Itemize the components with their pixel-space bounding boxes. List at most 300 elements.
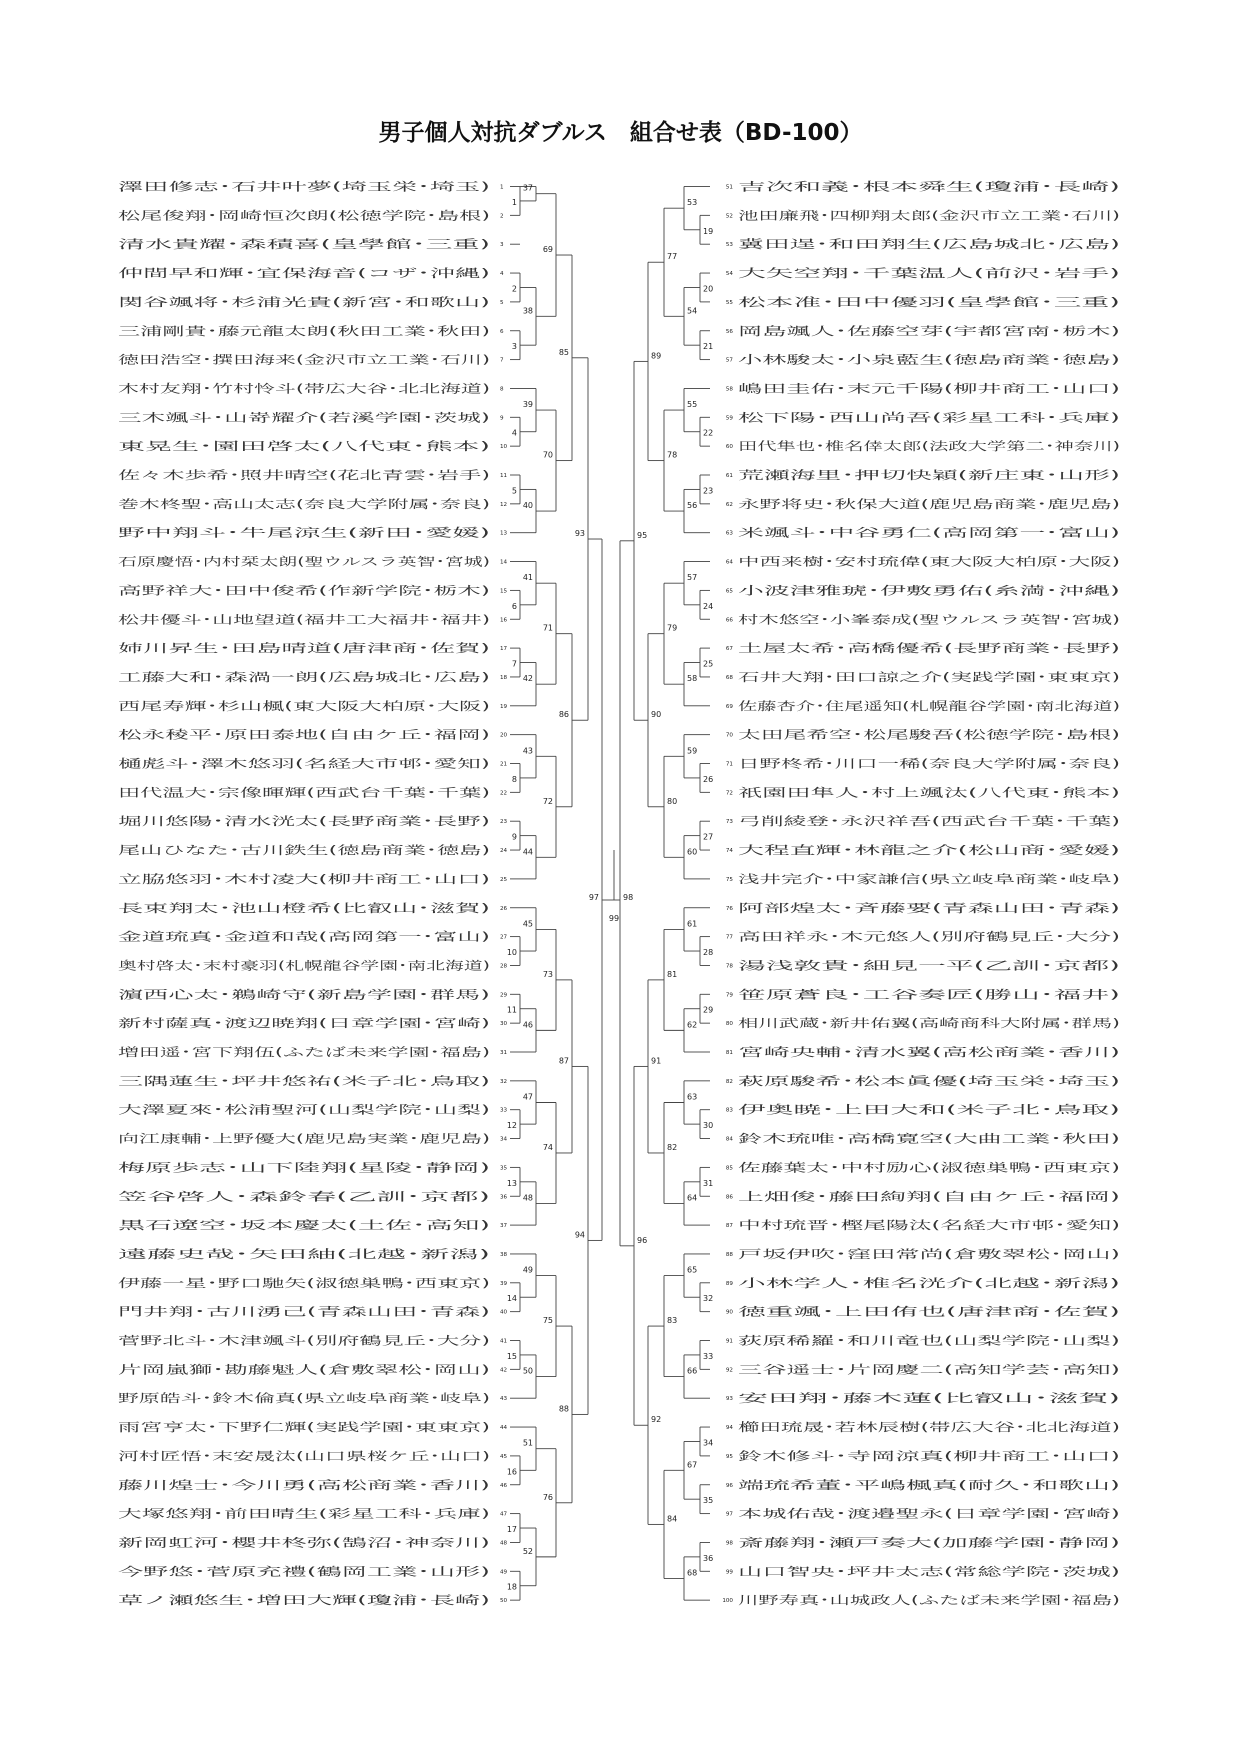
entry-number: 44 [500, 1425, 508, 1432]
entry-name: 日野柊希･川口一稀(奈良大学附属･奈良) [738, 757, 937, 771]
entry-name: 片岡嵐獅･勘藤魁人(倉敷翠松･岡山) [118, 1363, 295, 1377]
entry-name: 三隅蓮生･坪井悠祐(米子北･鳥取) [118, 1074, 284, 1088]
entry-number: 95 [725, 1453, 733, 1460]
match-number: 26 [703, 774, 714, 784]
match-number: 9 [511, 832, 517, 842]
match-number: 35 [703, 1496, 714, 1506]
match-number: 96 [637, 1235, 648, 1245]
match-number: 54 [687, 306, 698, 316]
match-number: 95 [637, 530, 648, 540]
entry-name: 尾山ひなた･古川鉄生(徳島商業･徳島) [118, 844, 306, 858]
entry-name: 雨宮亨太･下野仁輝(実践学園･東東京) [118, 1421, 306, 1435]
entry-name: 本城佑哉･渡邉聖永(日章学園･宮崎) [738, 1507, 915, 1521]
match-number: 34 [703, 1438, 714, 1448]
entry-name: 姉川昇生･田島晴道(唐津商･佐賀) [118, 642, 284, 656]
entry-name: 中西来樹･安村琉偉(東大阪大柏原･大阪) [738, 555, 937, 569]
match-number: 88 [558, 1404, 569, 1414]
match-number: 13 [506, 1178, 517, 1188]
entry-number: 58 [725, 386, 733, 393]
entry-name: 立脇悠羽･木村凌大(柳井商工･山口) [118, 872, 295, 886]
entry-number: 47 [500, 1511, 508, 1518]
entry-number: 69 [725, 703, 733, 710]
entry-name: 仲間早和輝･宜保海音(コザ･沖縄) [118, 267, 284, 281]
match-number: 10 [506, 948, 517, 958]
entry-name: 野原皓斗･鈴木倫真(県立岐阜商業･岐阜) [118, 1392, 317, 1406]
entry-number: 37 [500, 1223, 508, 1230]
entry-number: 74 [725, 848, 733, 855]
entry-number: 71 [725, 761, 733, 768]
entry-name: 巻木柊聖･高山太志(奈良大学附属･奈良) [118, 497, 317, 511]
entry-name: 笹原蒼良･工谷奏匠(勝山･福井) [738, 988, 893, 1002]
match-number: 53 [687, 198, 698, 208]
match-number: 89 [651, 351, 662, 361]
entry-name: 遠藤史哉･矢田紬(北越･新潟) [118, 1247, 261, 1261]
entry-name: 荻原稀羅･和川竜也(山梨学院･山梨) [738, 1334, 915, 1348]
entry-number: 41 [500, 1338, 508, 1345]
entry-number: 61 [725, 473, 733, 479]
entry-name: 徳重颯･上田侑也(唐津商･佐賀) [738, 1305, 893, 1319]
match-number: 98 [623, 893, 634, 902]
entry-number: 96 [725, 1482, 733, 1489]
entry-number: 11 [500, 473, 508, 479]
match-number: 63 [687, 1092, 698, 1102]
entry-name: 弓削綾登･永沢祥吾(西武台千葉･千葉) [738, 815, 926, 829]
entry-number: 59 [725, 415, 733, 422]
match-number: 58 [687, 674, 698, 684]
entry-number: 18 [500, 674, 508, 681]
match-number: 32 [703, 1294, 714, 1304]
entry-name: 石井大翔･田口諒之介(実践学園･東東京) [738, 670, 937, 684]
match-number: 66 [687, 1366, 698, 1376]
entry-number: 36 [500, 1194, 508, 1201]
match-number: 46 [522, 1020, 533, 1030]
entry-name: 鈴木琉唯･高橋寛空(大曲工業･秋田) [738, 1132, 915, 1146]
entry-number: 55 [725, 299, 733, 306]
entry-number: 67 [725, 646, 733, 653]
entry-number: 72 [725, 790, 733, 797]
entry-name: 小波津雅琥･伊敷勇佑(糸満･沖縄) [738, 584, 904, 598]
entry-number: 81 [725, 1050, 733, 1056]
match-number: 8 [511, 774, 517, 784]
entry-name: 相川武蔵･新井佑翼(高崎商科大附属･群馬) [738, 1017, 949, 1031]
match-number: 4 [511, 428, 517, 438]
entry-number: 53 [725, 242, 733, 249]
entry-name: 土屋太希･高橋優希(長野商業･長野) [738, 642, 915, 656]
entry-name: 木村友翔･竹村怜斗(帯広大谷･北北海道) [118, 382, 317, 396]
entry-name: 田代隼也･椎名倖太郎(法政大学第二･神奈川) [738, 440, 960, 454]
entry-name: 三谷遥士･片岡慶二(高知学芸･高知) [738, 1363, 915, 1377]
match-number: 45 [522, 919, 533, 929]
entry-name: 三浦剛貴･藤元龍太朗(秋田工業･秋田) [118, 324, 306, 338]
match-number: 78 [667, 450, 678, 460]
match-number: 68 [687, 1568, 698, 1578]
entry-number: 5 [500, 299, 504, 306]
entry-number: 57 [725, 357, 733, 364]
page-title: 男子個人対抗ダブルス 組合せ表（BD-100） [378, 120, 863, 146]
match-number: 16 [506, 1467, 517, 1477]
entry-number: 73 [725, 819, 733, 826]
match-number: 51 [522, 1438, 533, 1448]
entry-number: 65 [725, 588, 733, 595]
entry-number: 75 [725, 876, 733, 883]
match-number: 7 [511, 659, 517, 669]
entry-number: 4 [500, 271, 504, 278]
match-number: 79 [667, 623, 678, 633]
match-number: 57 [687, 573, 698, 583]
match-number: 49 [522, 1265, 533, 1275]
entry-number: 23 [500, 819, 508, 826]
entry-number: 87 [725, 1223, 733, 1230]
match-number: 19 [703, 226, 714, 236]
entry-number: 54 [725, 271, 733, 278]
entry-number: 78 [725, 963, 733, 970]
entry-name: 太田尾希空･松尾駿吾(松徳学院･島根) [738, 728, 926, 742]
entry-name: 佐藤杏介･住尾遥知(札幌龍谷学園･南北海道) [738, 699, 960, 713]
match-number: 11 [506, 1005, 517, 1015]
match-number: 75 [542, 1316, 553, 1326]
match-number: 83 [667, 1316, 678, 1326]
entry-number: 22 [500, 790, 508, 797]
match-number: 71 [542, 623, 553, 633]
match-number: 77 [667, 252, 678, 262]
entry-number: 86 [725, 1194, 733, 1201]
entry-number: 64 [725, 559, 733, 566]
entry-name: 大矢空翔･千葉温人(前沢･岩手) [738, 267, 893, 281]
entry-name: 山口智央･坪井太志(常総学院･茨城) [738, 1565, 915, 1579]
match-number: 29 [703, 1005, 714, 1015]
entry-name: 堀川悠陽･清水洸太(長野商業･長野) [118, 815, 295, 829]
match-number: 70 [542, 450, 553, 460]
match-number: 47 [522, 1092, 533, 1102]
entry-name: 藤川煌士･今川勇(高松商業･香川) [118, 1478, 284, 1492]
entry-name: 濵西心太･鵜崎守(新島学園･群馬) [118, 988, 284, 1002]
entry-name: 萩原駿希･松本眞優(埼玉栄･埼玉) [738, 1074, 904, 1088]
entry-number: 9 [500, 415, 504, 422]
entry-number: 43 [500, 1396, 508, 1403]
entry-name: 伊奥暁･上田大和(米子北･鳥取) [738, 1103, 893, 1117]
match-number: 55 [687, 400, 698, 410]
entry-name: 永野将史･秋保大道(鹿児島商業･鹿児島) [738, 497, 937, 511]
entry-number: 68 [725, 674, 733, 681]
entry-name: 奥村啓太･末村豪羽(札幌龍谷学園･南北海道) [118, 959, 340, 973]
match-number: 20 [703, 284, 714, 294]
match-number: 50 [522, 1366, 533, 1376]
match-number: 62 [687, 1020, 698, 1030]
entry-name: 西尾寿輝･杉山楓(東大阪大柏原･大阪) [118, 699, 306, 713]
entry-number: 12 [500, 501, 508, 508]
entry-number: 35 [500, 1165, 508, 1172]
entry-name: 金道琉真･金道和哉(高岡第一･富山) [118, 930, 295, 944]
match-number: 6 [511, 601, 517, 611]
entry-name: 祇園田隼人･村上颯汰(八代東･熊本) [738, 786, 915, 800]
match-number: 3 [511, 342, 517, 352]
entry-name: 鈴木修斗･寺岡涼真(柳井商工･山口) [738, 1449, 915, 1463]
match-number: 59 [687, 746, 698, 756]
entry-name: 宮崎央輔･清水翼(高松商業･香川) [738, 1046, 904, 1059]
entry-number: 92 [725, 1367, 733, 1374]
entry-name: 端琉希董･平嶋楓真(耐久･和歌山) [738, 1478, 904, 1492]
entry-number: 29 [500, 992, 508, 999]
match-number: 85 [558, 347, 569, 357]
entry-number: 46 [500, 1482, 508, 1489]
match-number: 2 [511, 284, 517, 294]
match-number: 42 [522, 674, 533, 684]
entry-name: 澤田修志･石井叶夢(埼玉栄･埼玉) [118, 180, 284, 194]
match-number: 36 [703, 1553, 714, 1563]
entry-number: 6 [500, 328, 504, 335]
entry-name: 冀田逞･和田翔生(広島城北･広島) [738, 238, 904, 252]
entry-name: 大塚悠翔･前田晴生(彩星工科･兵庫) [118, 1507, 295, 1521]
entry-name: 菅野北斗･木津颯斗(別府鶴見丘･大分) [118, 1334, 306, 1348]
entry-name: 門井翔･古川湧己(青森山田･青森) [118, 1305, 284, 1319]
match-number: 60 [687, 847, 698, 857]
match-number: 94 [574, 1230, 585, 1240]
entry-name: 安田翔･藤木蓮(比叡山･滋賀) [738, 1392, 881, 1406]
entry-number: 82 [725, 1078, 733, 1085]
entry-name: 嶋田圭佑･末元千陽(柳井商工･山口) [738, 382, 915, 396]
entry-name: 三木颯斗･山嵜耀介(若溪学園･茨城) [118, 411, 295, 425]
entry-name: 村木悠空･小峯泰成(聖ウルスラ英智･宮城) [738, 613, 948, 627]
entry-name: 小林学人･椎名洸介(北越･新潟) [738, 1276, 893, 1290]
match-number: 84 [667, 1514, 678, 1524]
entry-name: 吉次和義･根本舜生(瓊浦･長崎) [738, 180, 893, 194]
entry-number: 94 [725, 1425, 733, 1432]
entry-number: 2 [500, 213, 504, 220]
entry-name: 佐々木歩希･照井晴空(花北青雲･岩手) [118, 469, 306, 482]
entry-name: 松尾俊翔･岡崎恒次朗(松徳学院･島根) [118, 209, 306, 223]
entry-number: 8 [500, 386, 504, 393]
match-number: 91 [651, 1056, 662, 1066]
entry-number: 15 [500, 588, 508, 595]
entry-number: 13 [500, 530, 508, 537]
entry-name: 戸坂伊吹･窪田常尚(倉敷翠松･岡山) [738, 1247, 915, 1261]
match-number: 76 [542, 1492, 553, 1502]
entry-number: 33 [500, 1107, 508, 1114]
entry-number: 3 [500, 242, 504, 249]
entry-number: 16 [500, 617, 508, 624]
match-number: 72 [542, 796, 553, 806]
entry-name: 新岡虹河･櫻井柊弥(鵠沼･神奈川) [118, 1536, 284, 1550]
match-number: 33 [703, 1351, 714, 1361]
entry-number: 90 [725, 1309, 733, 1316]
entry-name: 今野悠･菅原充禮(鶴岡工業･山形) [118, 1565, 284, 1579]
entry-number: 10 [500, 444, 508, 451]
entry-number: 14 [500, 559, 508, 566]
entry-name: 櫛田琉晟･若林辰樹(帯広大谷･北北海道) [738, 1421, 937, 1435]
match-number: 21 [703, 342, 714, 352]
entry-name: 佐藤葉太･中村励心(淑徳巣鴨･西東京) [738, 1161, 926, 1175]
match-number: 93 [574, 529, 585, 539]
entry-number: 25 [500, 876, 508, 883]
entry-number: 20 [500, 732, 508, 739]
match-number: 56 [687, 501, 698, 511]
entry-name: 浅井完介･中家謙信(県立岐阜商業･岐阜) [738, 872, 937, 886]
match-number: 97 [588, 893, 599, 902]
entry-name: 湯浅敦貴･細見一平(乙訓･京都) [738, 959, 893, 973]
entry-number: 7 [500, 357, 504, 364]
entry-number: 49 [500, 1569, 508, 1576]
entry-name: 川野寿真･山城政人(ふたば未来学園･福島) [738, 1594, 949, 1608]
entry-number: 30 [500, 1021, 508, 1028]
entry-number: 34 [500, 1136, 508, 1143]
entry-number: 89 [725, 1280, 733, 1287]
entry-number: 38 [500, 1251, 508, 1258]
match-number: 23 [703, 486, 714, 496]
entry-number: 40 [500, 1309, 508, 1316]
entry-number: 45 [500, 1453, 508, 1460]
match-number: 65 [687, 1265, 698, 1275]
match-number: 73 [542, 969, 553, 979]
match-number: 86 [558, 710, 569, 720]
match-number: 5 [511, 486, 517, 496]
match-number: 12 [506, 1121, 517, 1131]
entry-number: 39 [500, 1280, 508, 1287]
final-match-number: 99 [608, 914, 620, 923]
entry-name: 増田遥･宮下翔伍(ふたば未来学園･福島) [118, 1046, 317, 1059]
match-number: 24 [703, 601, 714, 611]
match-number: 52 [522, 1546, 533, 1556]
entry-number: 42 [500, 1367, 508, 1374]
entry-name: 石原慶悟･内村栞太朗(聖ウルスラ英智･宮城) [118, 555, 339, 569]
entry-number: 79 [725, 992, 733, 999]
match-number: 1 [511, 197, 517, 207]
entry-number: 50 [500, 1598, 508, 1605]
entry-name: 中村琉晋･樫尾陽汰(名経大市邨･愛知) [738, 1219, 926, 1233]
entry-number: 84 [725, 1136, 733, 1143]
entry-number: 76 [725, 905, 733, 912]
entry-number: 52 [725, 213, 733, 220]
match-number: 69 [542, 245, 553, 255]
match-number: 44 [522, 847, 533, 857]
entry-name: 斎藤翔･瀬戸奏大(加藤学園･静岡) [738, 1536, 904, 1550]
entry-name: 黒石遼空･坂本慶太(土佐･高知) [118, 1219, 273, 1233]
match-number: 67 [687, 1460, 698, 1470]
entry-name: 荒瀬海里･押切快穎(新庄東･山形) [738, 469, 904, 482]
entry-number: 48 [500, 1540, 508, 1547]
entry-name: 関谷颯将･杉浦光貴(新宮･和歌山) [118, 295, 284, 309]
entry-number: 77 [725, 934, 733, 941]
entry-number: 99 [725, 1569, 733, 1576]
match-number: 22 [703, 428, 714, 438]
match-number: 90 [651, 710, 662, 720]
match-number: 61 [687, 919, 698, 929]
match-number: 64 [687, 1193, 698, 1203]
entry-number: 62 [725, 501, 733, 508]
match-number: 15 [506, 1351, 517, 1361]
entry-name: 米颯斗･中谷勇仁(高岡第一･富山) [738, 526, 904, 540]
entry-name: 伊藤一星･野口馳矢(淑徳巣鴨･西東京) [118, 1276, 306, 1290]
entry-number: 98 [725, 1540, 733, 1547]
match-number: 28 [703, 948, 714, 958]
entry-number: 21 [500, 761, 508, 768]
entry-number: 27 [500, 934, 508, 941]
entry-number: 97 [725, 1511, 733, 1518]
entry-number: 85 [725, 1165, 733, 1172]
match-number: 18 [506, 1582, 517, 1592]
match-number: 81 [667, 969, 678, 979]
match-number: 41 [522, 573, 533, 583]
entry-number: 19 [500, 703, 508, 710]
match-number: 92 [651, 1415, 662, 1425]
match-number: 31 [703, 1178, 714, 1188]
entry-name: 樋彪斗･澤木悠羽(名経大市邨･愛知) [118, 757, 295, 771]
match-number: 25 [703, 659, 714, 669]
entry-number: 24 [500, 848, 508, 855]
entry-name: 田代温大･宗像暉輝(西武台千葉･千葉) [118, 786, 306, 800]
entry-name: 松下陽･西山尚吾(彩星工科･兵庫) [738, 411, 904, 425]
entry-number: 56 [725, 328, 733, 335]
match-number: 43 [522, 746, 533, 756]
entry-name: 野中翔斗･牛尾涼生(新田･愛媛) [118, 526, 273, 540]
entry-name: 松井優斗･山地望道(福井工大福井･福井) [118, 613, 317, 627]
entry-number: 100 [722, 1598, 733, 1605]
entry-number: 1 [500, 184, 504, 191]
entry-name: 高野祥大･田中俊希(作新学院･栃木) [118, 584, 295, 598]
entry-name: 小林駿太･小泉藍生(徳島商業･徳島) [738, 353, 915, 367]
entry-name: 岡島颯人･佐藤空芽(宇都宮南･栃木) [738, 324, 915, 338]
entry-name: 大澤夏來･松浦聖河(山梨学院･山梨) [118, 1103, 295, 1117]
entry-name: 長束翔太･池山橙希(比叡山･滋賀) [118, 901, 284, 915]
match-number: 30 [703, 1121, 714, 1131]
entry-number: 80 [725, 1021, 733, 1028]
match-number: 40 [522, 501, 533, 511]
entry-number: 17 [500, 646, 508, 653]
match-number: 37 [522, 183, 533, 193]
match-number: 17 [506, 1525, 517, 1535]
entry-name: 草ノ瀬悠生･増田大輝(瓊浦･長崎) [118, 1594, 284, 1608]
match-number: 39 [522, 400, 533, 410]
entry-name: 新村薩真･渡辺暁翔(日章学園･宮崎) [118, 1017, 295, 1031]
match-number: 48 [522, 1193, 533, 1203]
entry-number: 70 [725, 732, 733, 739]
entry-name: 河村匠悟･末安晟汰(山口県桜ケ丘･山口) [118, 1449, 317, 1463]
entry-name: 東晃生･園田啓太(八代東･熊本) [118, 440, 273, 454]
entry-name: 梅原歩志･山下陸翔(星陵･静岡) [118, 1161, 273, 1175]
entry-name: 清水貴耀･森積喜(皇學館･三重) [118, 238, 273, 252]
match-number: 27 [703, 832, 714, 842]
entry-number: 31 [500, 1050, 508, 1056]
entry-number: 51 [725, 184, 733, 191]
entry-number: 83 [725, 1107, 733, 1114]
entry-number: 93 [725, 1396, 733, 1403]
entry-number: 60 [725, 444, 733, 451]
entry-name: 大程直輝･林龍之介(松山商･愛媛) [738, 844, 904, 858]
match-number: 80 [667, 796, 678, 806]
entry-name: 向江康輔･上野優大(鹿児島実業･鹿児島) [118, 1132, 317, 1146]
entry-number: 26 [500, 905, 508, 912]
match-number: 38 [522, 306, 533, 316]
entry-number: 28 [500, 963, 508, 970]
entry-name: 徳田浩空･撰田海来(金沢市立工業･石川) [118, 353, 317, 367]
match-number: 14 [506, 1294, 517, 1304]
entry-name: 高田祥永･木元悠人(別府鶴見丘･大分) [738, 930, 926, 944]
entry-number: 88 [725, 1251, 733, 1258]
entry-number: 66 [725, 617, 733, 624]
match-number: 82 [667, 1142, 678, 1152]
entry-number: 32 [500, 1078, 508, 1085]
entry-name: 松永稜平･原田泰地(自由ケ丘･福岡) [118, 728, 295, 742]
entry-name: 松本准･田中優羽(皇學館･三重) [738, 295, 893, 309]
entry-name: 工藤大和･森渦一朗(広島城北･広島) [118, 670, 295, 684]
entry-name: 池田廉飛･四柳翔太郎(金沢市立工業･石川) [738, 209, 949, 223]
match-number: 74 [542, 1142, 553, 1152]
entry-name: 上畑俊･藤田絢翔(自由ケ丘･福岡) [738, 1190, 904, 1204]
match-number: 87 [558, 1056, 569, 1066]
entry-name: 阿部煌太･斉藤要(青森山田･青森) [738, 901, 904, 915]
entry-number: 91 [725, 1338, 733, 1345]
entry-number: 63 [725, 530, 733, 537]
entry-name: 笠谷啓人･森鈴春(乙訓･京都) [118, 1190, 261, 1204]
